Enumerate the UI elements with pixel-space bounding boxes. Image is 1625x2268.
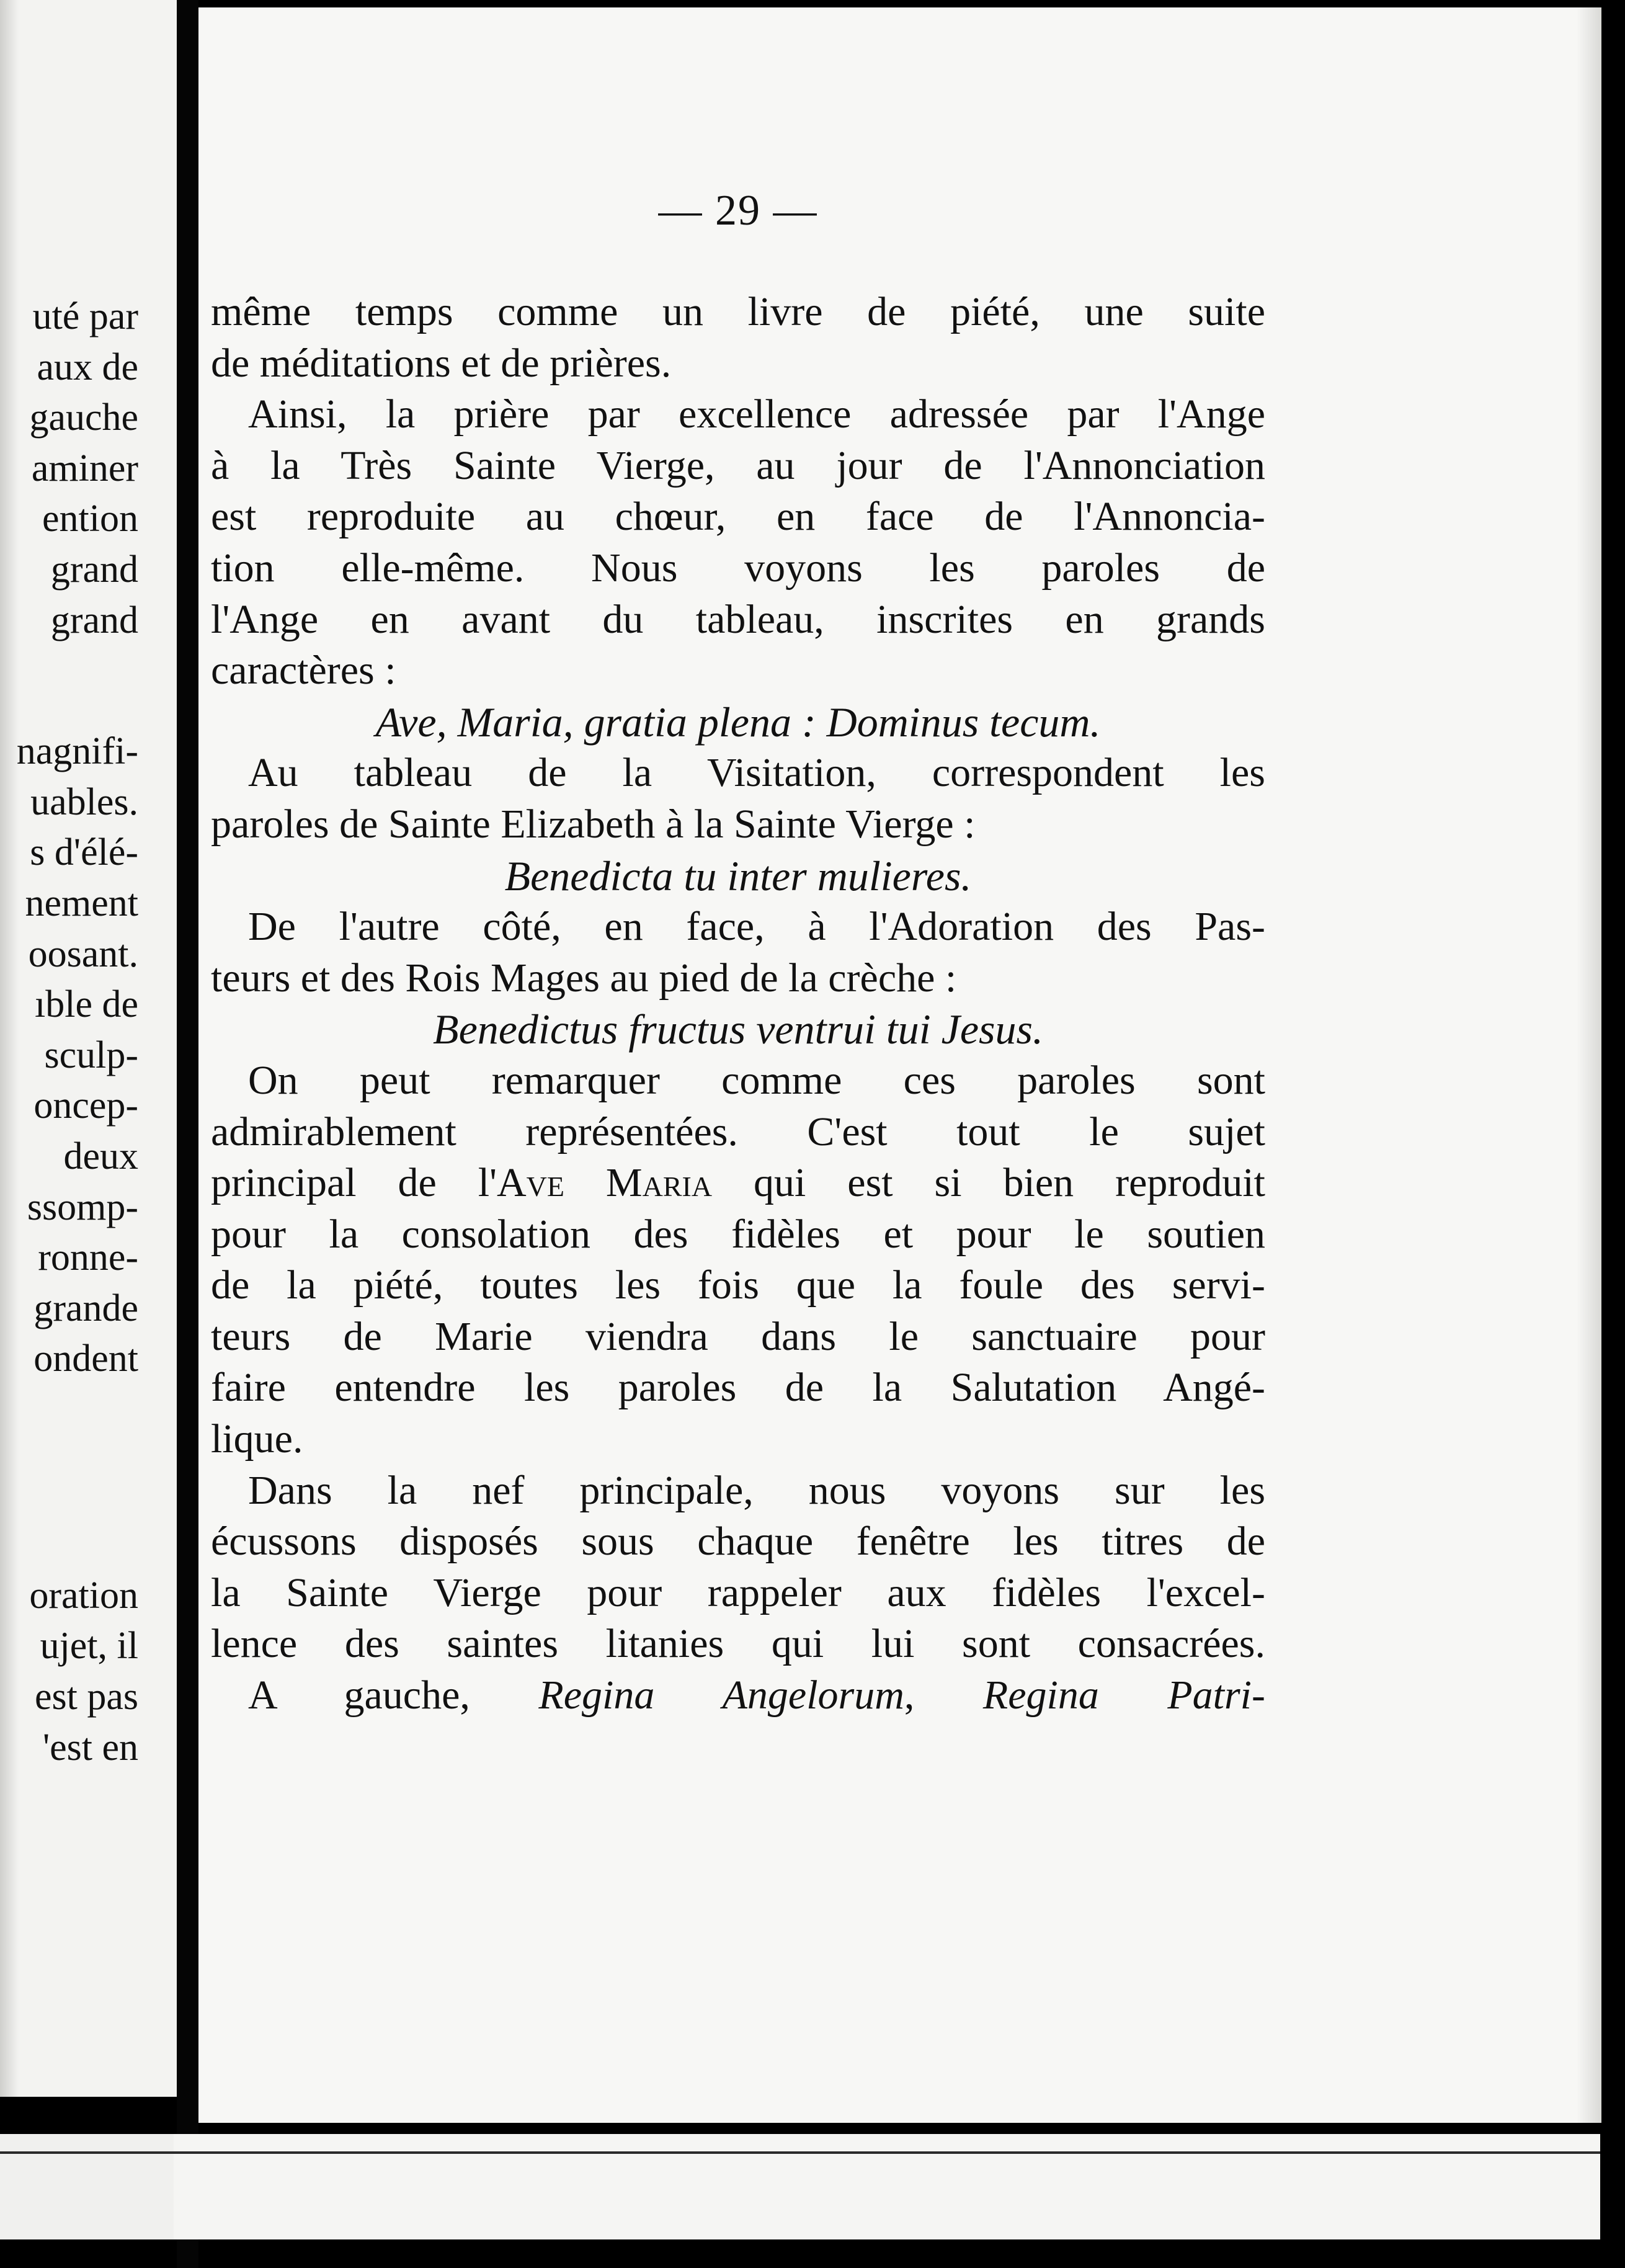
- left-line: oosant.: [28, 932, 138, 975]
- left-line: grand: [50, 548, 138, 591]
- page-edge-rule: [0, 2151, 177, 2154]
- italic-title: Regina Patri-: [982, 1672, 1265, 1718]
- left-line: s d'élé-: [30, 831, 138, 874]
- left-line: ssomp-: [27, 1185, 138, 1228]
- left-line: est pas: [34, 1676, 138, 1718]
- text-line: lence des saintes litanies qui lui sont consacrées.: [211, 1621, 1265, 1667]
- latin-quote: Benedictus fructus ventrui tui Jesus.: [433, 1006, 1043, 1053]
- left-line: aux de: [37, 346, 138, 388]
- page-edge-shadow: [1577, 7, 1601, 2123]
- left-page-text: [0, 292, 138, 1773]
- page-number: — 29 —: [658, 187, 818, 234]
- book-gutter: [177, 0, 198, 2268]
- text-line: [211, 1670, 1265, 1721]
- text-line: pour la consolation des fidèles et pour le soutien: [211, 1211, 1265, 1257]
- left-line: nagnifi-: [16, 730, 138, 773]
- text-fragment: principal de l': [211, 1160, 497, 1206]
- text-line: lique.: [211, 1416, 303, 1462]
- left-line: ondent: [33, 1337, 138, 1380]
- left-line: 'est en: [42, 1726, 138, 1769]
- text-line: teurs de Marie viendra dans le sanctuaire pour: [211, 1313, 1265, 1359]
- text-line: teurs et des Rois Mages au pied de la crèche :: [211, 955, 957, 1001]
- left-page-fragment: [0, 0, 177, 2097]
- text-line: tion elle-même. Nous voyons les paroles de: [211, 545, 1265, 591]
- left-line: uté par: [32, 295, 138, 337]
- left-line: ention: [42, 498, 138, 540]
- text-line: paroles de Sainte Elizabeth à la Sainte Vierge :: [211, 801, 976, 847]
- lower-page-edge: [174, 2134, 1600, 2239]
- text-line: [211, 1158, 1265, 1209]
- left-line: oncep-: [33, 1084, 138, 1127]
- text-line: l'Ange en avant du tableau, inscrites en grands: [211, 596, 1265, 642]
- text-line: caractères :: [211, 648, 396, 694]
- text-line: à la Très Sainte Vierge, au jour de l'Annonciation: [211, 442, 1265, 488]
- page-body-text: [211, 287, 1265, 1721]
- italic-title: Regina Angelorum: [538, 1672, 904, 1718]
- text-line: Dans la nef principale, nous voyons sur les: [248, 1467, 1265, 1513]
- left-line: gauche: [29, 396, 138, 439]
- left-line: ujet, il: [40, 1625, 138, 1668]
- text-line: De l'autre côté, en face, à l'Adoration des Pas-: [248, 904, 1265, 950]
- text-line: On peut remarquer comme ces paroles sont: [248, 1057, 1265, 1103]
- latin-quote: Benedicta tu inter mulieres.: [504, 852, 972, 900]
- left-line: grande: [33, 1287, 138, 1329]
- page-edge-rule: [174, 2151, 1600, 2154]
- left-line: ronne-: [38, 1236, 138, 1279]
- text-line: est reproduite au chœur, en face de l'Annoncia-: [211, 494, 1265, 540]
- text-line: écussons disposés sous chaque fenêtre les titres de: [211, 1519, 1265, 1565]
- left-line: grand: [50, 599, 138, 641]
- text-line: la Sainte Vierge pour rappeler aux fidèles l'excel-: [211, 1569, 1265, 1615]
- latin-quote: Ave, Maria, gratia plena : Dominus tecum.: [375, 698, 1101, 746]
- small-caps-title: Ave Maria: [497, 1160, 713, 1206]
- text-line: admirablement représentées. C'est tout le sujet: [211, 1109, 1265, 1154]
- left-line: sculp-: [44, 1034, 138, 1076]
- text-line: de méditations et de prières.: [211, 340, 672, 386]
- text-line: Ainsi, la prière par excellence adressée par l'Ange: [248, 391, 1265, 437]
- left-line: ıble de: [35, 983, 138, 1026]
- lower-page-edge-left: [0, 2134, 177, 2239]
- left-line: uables.: [30, 780, 138, 823]
- left-line: aminer: [31, 447, 138, 489]
- text-line: faire entendre les paroles de la Salutation Angé-: [211, 1365, 1265, 1411]
- left-line: deux: [63, 1135, 138, 1177]
- text-line: même temps comme un livre de piété, une suite: [211, 289, 1265, 334]
- text-fragment: qui est si bien reproduit: [712, 1160, 1266, 1206]
- left-line: oration: [29, 1574, 138, 1617]
- left-line: nement: [25, 882, 138, 924]
- text-line: Au tableau de la Visitation, correspondent les: [248, 750, 1265, 796]
- text-fragment: A gauche,: [248, 1672, 539, 1718]
- text-line: de la piété, toutes les fois que la foule des servi-: [211, 1262, 1265, 1308]
- text-fragment: ,: [904, 1672, 983, 1718]
